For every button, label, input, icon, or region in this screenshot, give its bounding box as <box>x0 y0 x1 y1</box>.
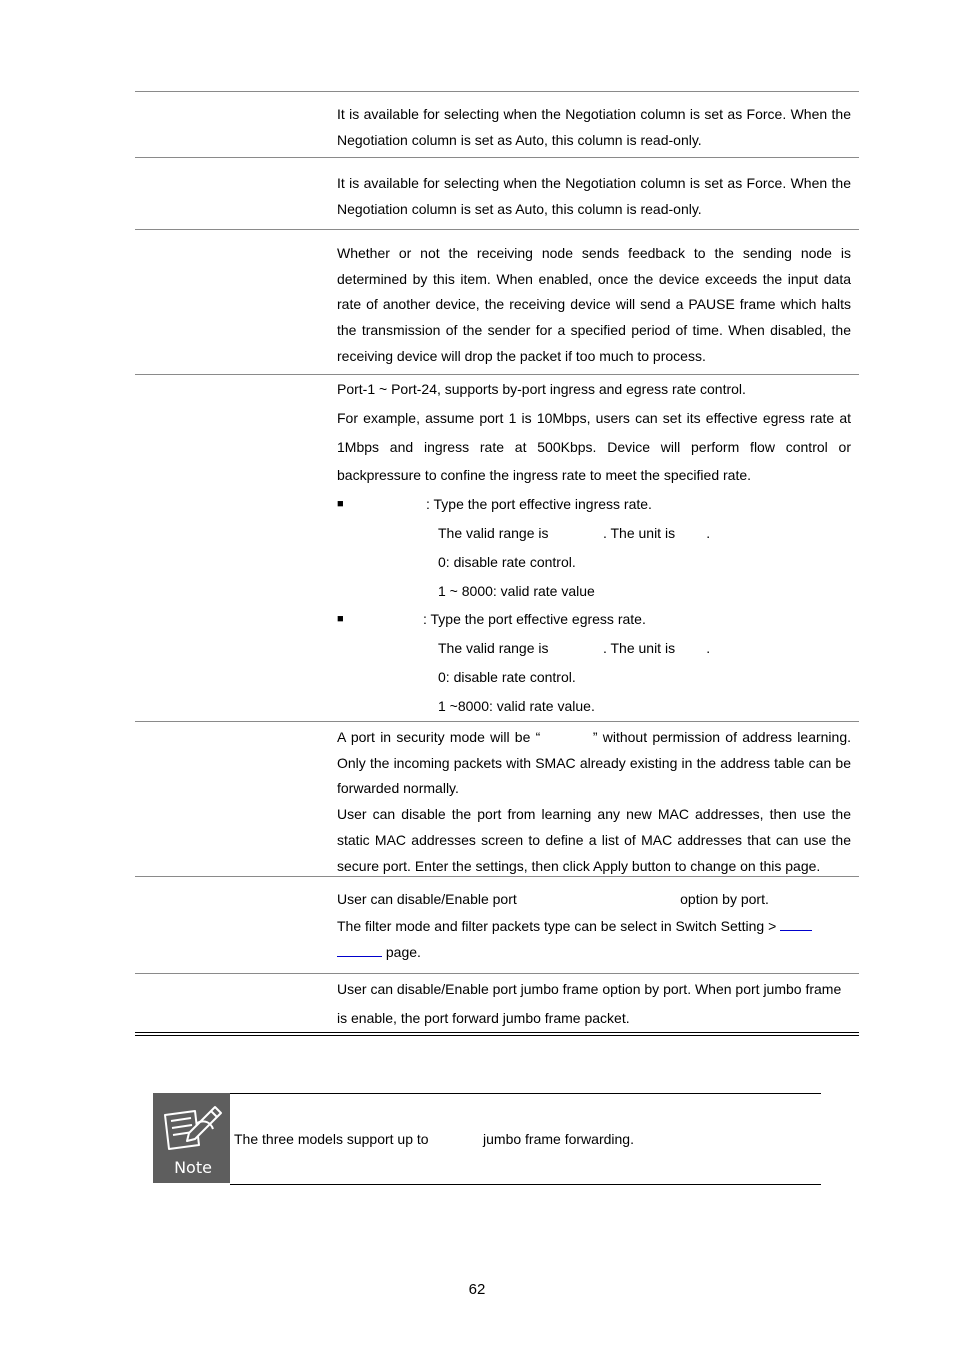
description-cell <box>337 974 859 1033</box>
switch-setting-link[interactable] <box>337 942 382 957</box>
parameter-name-cell <box>135 722 325 876</box>
ingress-sub-line: 0: disable rate control. <box>438 553 576 570</box>
table-row-speed <box>135 91 859 157</box>
note-icon-label: Note <box>174 1158 212 1177</box>
egress-sub-line: 0: disable rate control. <box>438 668 576 685</box>
description-cell <box>337 230 859 370</box>
description-cell <box>337 92 859 153</box>
note-text: The three models support up to jumbo frame forwarding. <box>234 1131 634 1147</box>
table-row-bandwidth-control <box>135 374 859 721</box>
bandwidth-example: For example, assume port 1 is 10Mbps, users can set its effective egress rate at 1Mbps and ingress rate at 500Kbps. Device will perform flow control or backpressure to confine the ingress rate to meet the specified rate. <box>337 409 851 484</box>
parameter-name-cell <box>135 230 325 374</box>
page-number: 62 <box>468 1281 486 1298</box>
description-text: It is available for selecting when the Negotiation column is set as Force. When the Negotiation column is set as Auto, this column is read-only. <box>337 175 851 217</box>
description-text: Whether or not the receiving node sends feedback to the sending node is determined by this item. When enabled, once the device exceeds the input data rate of another device, the receiving device will send a PAUSE frame which halts the transmission of the sender for a specified period of time. When disabled, the receiving device will drop the packet if too much to process. <box>337 245 851 364</box>
description-cell <box>337 722 859 879</box>
parameter-name-cell <box>135 974 325 1032</box>
table-row-jumbo-frame <box>135 973 859 1032</box>
table-row-security <box>135 721 859 876</box>
egress-bullet <box>337 605 851 634</box>
parameter-name-cell <box>135 375 325 721</box>
bullet-square-icon: ■ <box>337 498 344 511</box>
parameter-name-cell <box>135 92 325 157</box>
parameter-table <box>135 91 859 1036</box>
table-row-duplex <box>135 157 859 229</box>
table-row-flow-control <box>135 229 859 374</box>
egress-bullet-text: : Type the port effective egress rate. <box>423 611 646 628</box>
filter-line-1: User can disable/Enable port option by port. <box>337 891 769 907</box>
description-text: User can disable the port from learning any new MAC addresses, then use the static MAC addresses screen to define a list of MAC addresses that can use the secure port. Enter the settings, then click Apply button to change on this page. <box>337 806 851 874</box>
filter-line-2-text: The filter mode and filter packets type can be select in Switch Setting > <box>337 918 781 934</box>
description-text: A port in security mode will be “ ” without permission of address learning. Only the incoming packets with SMAC already existing in the address table can be forwarded normally. <box>337 729 855 797</box>
parameter-name-cell <box>135 158 325 229</box>
description-cell <box>337 375 859 721</box>
egress-sub-line: The valid range is . The unit is . <box>438 640 711 657</box>
table-row-filter <box>135 876 859 973</box>
bullet-square-icon: ■ <box>337 613 344 626</box>
ingress-sub-line: The valid range is . The unit is . <box>438 524 711 541</box>
description-text: User can disable/Enable port jumbo frame option by port. When port jumbo frame is enable, the port forward jumbo frame packet. <box>337 981 842 1026</box>
note-icon <box>153 1093 230 1183</box>
table-bottom-rule <box>135 1032 859 1036</box>
notepad-pen-icon <box>153 1093 230 1183</box>
description-cell <box>337 877 859 965</box>
description-cell <box>337 158 859 222</box>
bandwidth-intro: Port-1 ~ Port-24, supports by-port ingress and egress rate control. <box>337 381 746 397</box>
switch-setting-link[interactable] <box>780 916 812 931</box>
ingress-sub-line: 1 ~ 8000: valid rate value <box>438 582 595 599</box>
filter-line-2-end: page. <box>382 943 421 960</box>
filter-line-2 <box>337 914 851 965</box>
egress-sub-line: 1 ~8000: valid rate value. <box>438 697 595 714</box>
description-text: It is available for selecting when the Negotiation column is set as Force. When the Negotiation column is set as Auto, this column is read-only. <box>337 106 851 148</box>
ingress-bullet <box>337 490 851 519</box>
note-box <box>153 1093 821 1183</box>
parameter-name-cell <box>135 877 325 973</box>
ingress-bullet-text: : Type the port effective ingress rate. <box>426 496 652 513</box>
